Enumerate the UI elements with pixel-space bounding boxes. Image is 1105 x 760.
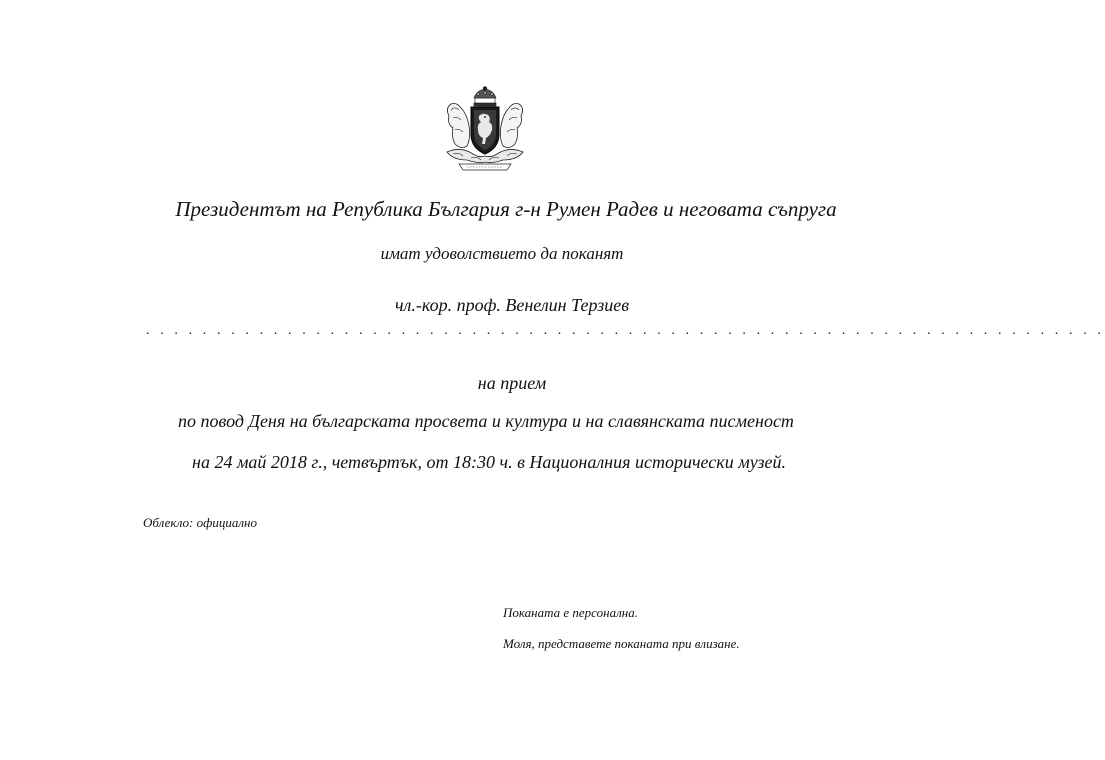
personal-note: Поканата е персонална. bbox=[503, 605, 638, 620]
dress-code: Облекло: официално bbox=[143, 515, 257, 530]
present-note: Моля, представете поканата при влизане. bbox=[503, 636, 740, 651]
occasion-line: по повод Деня на българската просвета и култура и на славянската писменост bbox=[178, 411, 794, 431]
blank-dotted-line: . . . . . . . . . . . . . . . . . . . . . . . . . . . . . . . . . . . . . . . . . . . . . . . . . . . . . . . . . . . . . . . . . . . . bbox=[146, 323, 1105, 338]
host-line: Президентът на Република България г-н Румен Радев и неговата съпруга bbox=[175, 197, 837, 221]
event-label: на прием bbox=[477, 373, 547, 393]
date-place-line: на 24 май 2018 г., четвъртък, от 18:30 ч. в Националния исторически музей. bbox=[192, 452, 786, 472]
guest-name: чл.-кор. проф. Венелин Терзиев bbox=[394, 295, 630, 315]
coat-of-arms-icon bbox=[441, 86, 529, 172]
pleasure-line: имат удоволствието да поканят bbox=[380, 244, 624, 263]
